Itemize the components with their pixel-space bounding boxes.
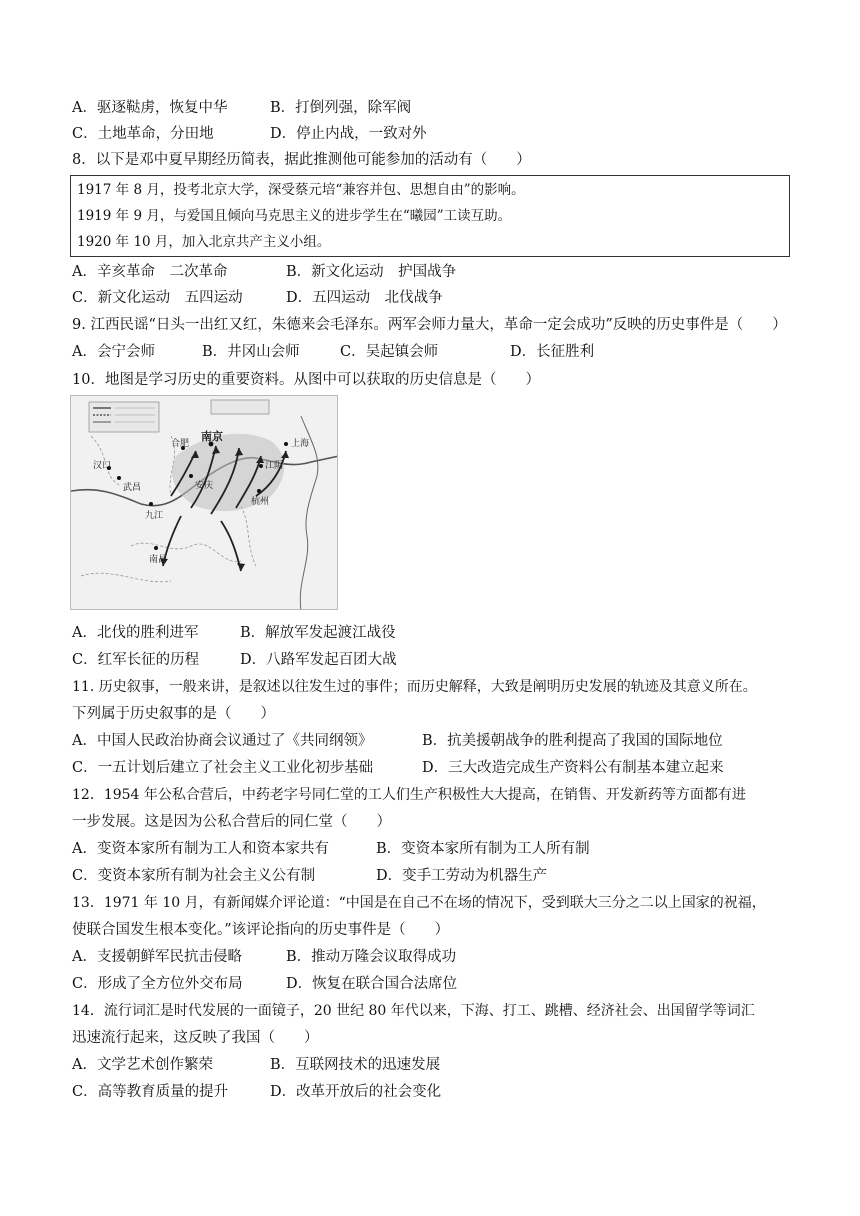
q12-option-c: C．变资本家所有制为社会主义公有制: [72, 868, 316, 884]
q8-option-b: B．新文化运动 护国战争: [286, 264, 457, 280]
q10-option-b: B．解放军发起渡江战役: [240, 625, 396, 641]
map-label-jiangyin: 江阴: [265, 461, 284, 471]
q14-option-c: C．高等教育质量的提升: [72, 1084, 229, 1100]
map-label-nanchang: 南昌: [149, 555, 168, 565]
q8-option-a: A．辛亥革命 二次革命: [72, 264, 228, 280]
q11-stem-line2: 下列属于历史叙事的是（ ）: [72, 706, 275, 722]
q13-option-c: C．形成了全方位外交布局: [72, 976, 243, 992]
q8-option-c: C．新文化运动 五四运动: [72, 290, 243, 306]
q7-option-b: B．打倒列强，除军阀: [270, 100, 412, 116]
q10-option-d: D．八路军发起百团大战: [240, 652, 397, 668]
q9-option-c: C．吴起镇会师: [340, 344, 439, 360]
q11-option-c: C．一五计划后建立了社会主义工业化初步基础: [72, 760, 374, 776]
q9-option-d: D．长征胜利: [510, 344, 595, 360]
q8-table-row: 1919 年 9 月，与爱国且倾向马克思主义的进步学生在“曦园”工读互助。: [77, 208, 512, 224]
map-label-shanghai: 上海: [291, 439, 310, 449]
q10-option-c: C．红军长征的历程: [72, 652, 200, 668]
q13-option-b: B．推动万隆会议取得成功: [286, 949, 457, 965]
q14-stem-line1: 14．流行词汇是时代发展的一面镜子，20 世纪 80 年代以来，下海、打工、跳槽、经济社会、出国留学等词汇: [72, 1003, 755, 1019]
q11-option-a: A．中国人民政治协商会议通过了《共同纲领》: [72, 733, 373, 749]
q9-option-a: A．会宁会师: [72, 344, 155, 360]
q11-option-b: B．抗美援朝战争的胜利提高了我国的国际地位: [422, 733, 723, 749]
q9-option-b: B．井冈山会师: [202, 344, 300, 360]
q12-option-d: D．变手工劳动为机器生产: [376, 868, 548, 884]
q7-option-d: D．停止内战，一致对外: [270, 126, 427, 142]
q14-option-b: B．互联网技术的迅速发展: [270, 1057, 441, 1073]
q12-stem-line1: 12．1954 年公私合营后，中药老字号同仁堂的工人们生产积极性大大提高，在销售、开发新药等方面都有进: [72, 787, 746, 803]
q13-stem-line1: 13．1971 年 10 月，有新闻媒介评论道：“中国是在自己不在场的情况下，受到联大三分之二以上国家的祝福，: [72, 895, 766, 911]
q11-option-d: D．三大改造完成生产资料公有制基本建立起来: [422, 760, 724, 776]
q14-option-a: A．文学艺术创作繁荣: [72, 1057, 213, 1073]
q13-stem-line2: 使联合国发生根本变化。”该评论指向的历史事件是（ ）: [72, 922, 450, 938]
q10-stem: 10．地图是学习历史的重要资料。从图中可以获取的历史信息是（ ）: [72, 372, 540, 388]
map-label-nanjing: 南京: [201, 430, 223, 443]
q8-table-row: 1917 年 8 月，投考北京大学，深受蔡元培“兼容并包、思想自由”的影响。: [77, 182, 525, 198]
map-label-hankou: 汉口: [93, 461, 112, 471]
map-label-anqing: 安庆: [195, 481, 214, 491]
map-label-hangzhou: 杭州: [251, 497, 270, 507]
q7-option-a: A．驱逐鞑虏，恢复中华: [72, 100, 228, 116]
q8-table-row: 1920 年 10 月，加入北京共产主义小组。: [77, 234, 331, 250]
q8-stem: 8．以下是邓中夏早期经历简表，据此推测他可能参加的活动有（ ）: [72, 152, 531, 168]
q12-option-b: B．变资本家所有制为工人所有制: [376, 841, 590, 857]
q14-option-d: D．改革开放后的社会变化: [270, 1084, 442, 1100]
q13-option-d: D．恢复在联合国合法席位: [286, 976, 458, 992]
q8-table: [70, 175, 790, 257]
q9-stem: 9. 江西民谣“日头一出红又红，朱德来会毛泽东。两军会师力量大，革命一定会成功”反映的历史事件是（ ）: [72, 317, 787, 333]
q12-option-a: A．变资本家所有制为工人和资本家共有: [72, 841, 329, 857]
q11-stem-line1: 11. 历史叙事，一般来讲，是叙述以往发生过的事件；而历史解释，大致是阐明历史发展的轨迹及其意义所在。: [72, 679, 757, 695]
q10-option-a: A．北伐的胜利进军: [72, 625, 199, 641]
map-label-jiujiang: 九江: [145, 511, 164, 521]
q8-option-d: D．五四运动 北伐战争: [286, 290, 443, 306]
q7-option-c: C．土地革命，分田地: [72, 126, 214, 142]
map-label-hefei: 合肥: [171, 439, 190, 449]
q13-option-a: A．支援朝鲜军民抗击侵略: [72, 949, 242, 965]
q12-stem-line2: 一步发展。这是因为公私合营后的同仁堂（ ）: [72, 814, 391, 830]
campaign-map: [70, 395, 338, 610]
q14-stem-line2: 迅速流行起来，这反映了我国（ ）: [72, 1030, 319, 1046]
map-label-wuhan: 武昌: [123, 483, 142, 493]
